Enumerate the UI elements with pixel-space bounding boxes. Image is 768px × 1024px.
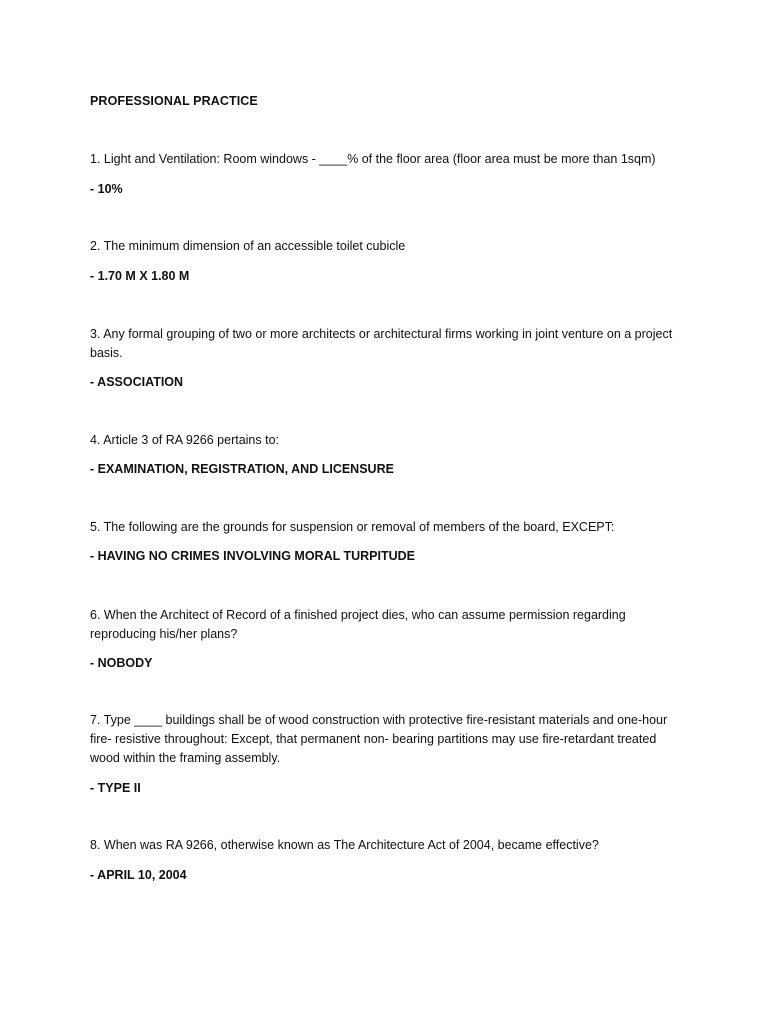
question-7: 7. Type ____ buildings shall be of wood construction with protective fire-resistant materials and one-hour fire- resistive throughout: Except, that permanent non- bearing partitions may use fire-retardant treated wood within the framing assembly. [90,713,668,765]
question-8: 8. When was RA 9266, otherwise known as The Architecture Act of 2004, became effective? [90,838,599,852]
answer-8: - APRIL 10, 2004 [90,868,187,882]
question-6: 6. When the Architect of Record of a finished project dies, who can assume permission regarding reproducing his/her plans? [90,608,626,641]
answer-1: - 10% [90,182,123,196]
answer-2: - 1.70 M X 1.80 M [90,269,190,283]
answer-4: - EXAMINATION, REGISTRATION, AND LICENSURE [90,462,394,476]
question-5: 5. The following are the grounds for suspension or removal of members of the board, EXCEPT: [90,520,615,534]
answer-6: - NOBODY [90,656,153,670]
answer-5: - HAVING NO CRIMES INVOLVING MORAL TURPITUDE [90,549,416,563]
answer-7: - TYPE II [90,781,141,795]
question-2: 2. The minimum dimension of an accessible toilet cubicle [90,239,406,253]
question-3: 3. Any formal grouping of two or more architects or architectural firms working in joint venture on a project basis. [90,327,673,360]
document-title: PROFESSIONAL PRACTICE [90,94,258,108]
question-4: 4. Article 3 of RA 9266 pertains to: [90,433,280,447]
question-1: 1. Light and Ventilation: Room windows - ____% of the floor area (floor area must be more than 1sqm) [90,152,656,166]
answer-3: - ASSOCIATION [90,375,184,389]
